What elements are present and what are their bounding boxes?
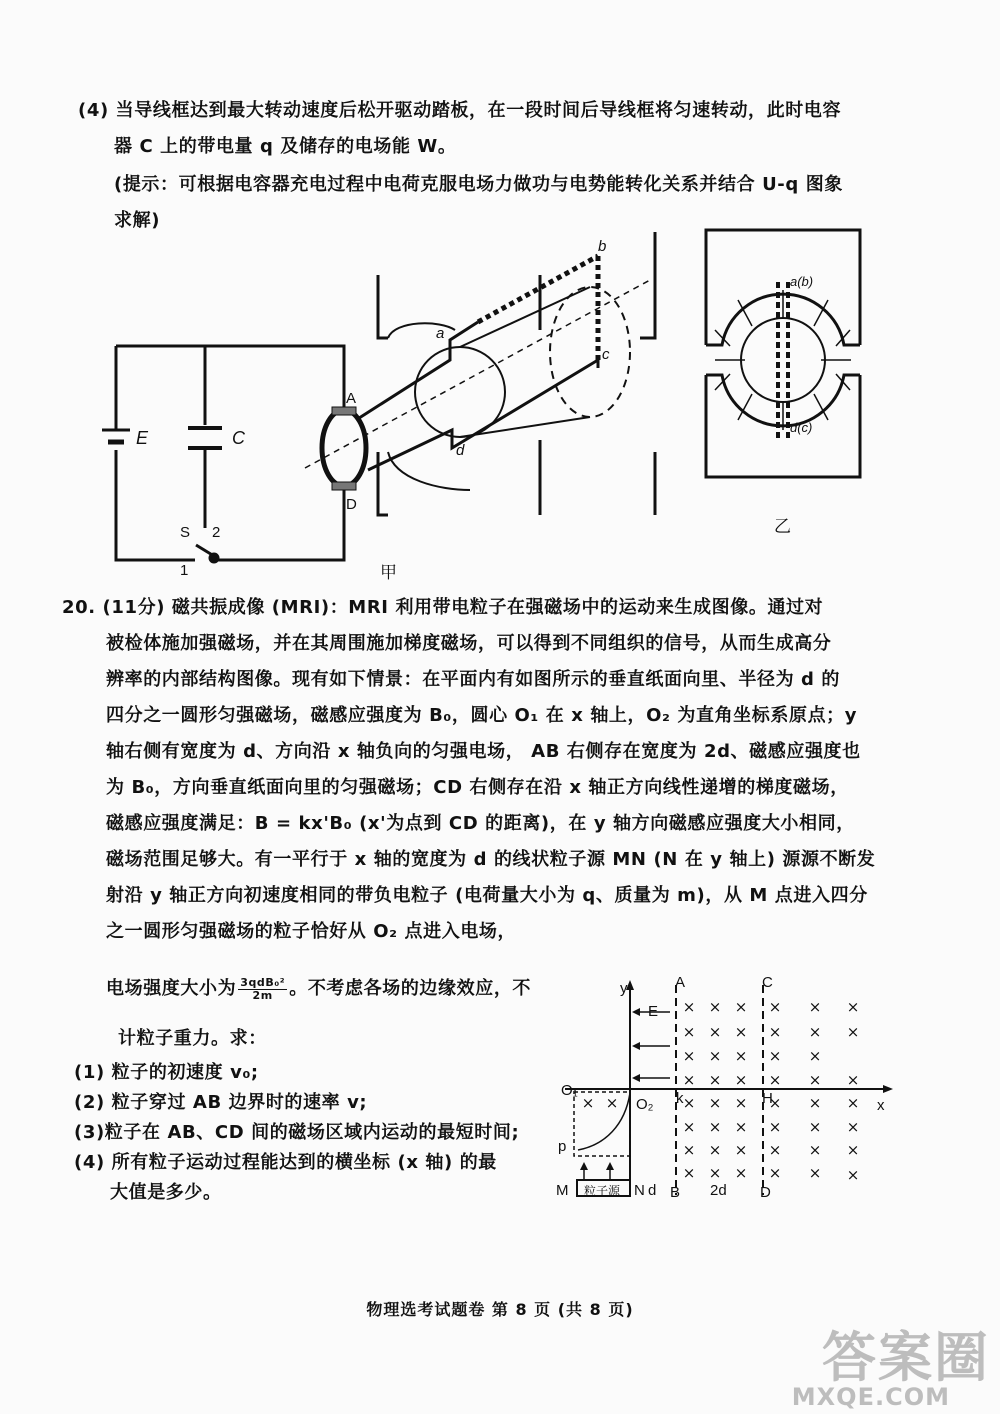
svg-text:×: × bbox=[708, 1023, 722, 1041]
svg-text:×: × bbox=[734, 1023, 748, 1041]
q20-line-4: 四分之一圆形匀强磁场，磁感应强度为 B₀，圆心 O₁ 在 x 轴上，O₂ 为直角坐标系原点；y bbox=[106, 705, 858, 726]
page-footer: 物理选考试题卷 第 8 页 (共 8 页) bbox=[366, 1300, 634, 1319]
q20-gravity-line: 计粒子重力。求： bbox=[118, 1028, 267, 1049]
watermark-brand: 答案圈 bbox=[822, 1326, 990, 1389]
svg-text:×: × bbox=[808, 1118, 822, 1136]
label-particle-source: 粒子源 bbox=[584, 1184, 621, 1198]
svg-text:×: × bbox=[808, 1094, 822, 1112]
q20-question-2: (2) 粒子穿过 AB 边界时的速率 v; bbox=[74, 1092, 368, 1113]
label-D-q20: D bbox=[760, 1184, 771, 1201]
svg-text:×: × bbox=[808, 1047, 822, 1065]
svg-text:×: × bbox=[846, 998, 860, 1016]
svg-text:×: × bbox=[708, 998, 722, 1016]
label-d-q20: d bbox=[648, 1182, 657, 1199]
svg-text:×: × bbox=[708, 1094, 722, 1112]
svg-text:×: × bbox=[846, 1141, 860, 1159]
svg-text:×: × bbox=[708, 1047, 722, 1065]
svg-text:×: × bbox=[846, 1166, 860, 1184]
label-H: H bbox=[762, 1090, 773, 1107]
svg-text:×: × bbox=[682, 1071, 696, 1089]
q20-question-4-cont: 大值是多少。 bbox=[110, 1182, 222, 1203]
caption-yi: 乙 bbox=[774, 517, 791, 536]
svg-text:×: × bbox=[734, 1118, 748, 1136]
label-b: b bbox=[598, 238, 607, 255]
efield-suffix: 。不考虑各场的边缘效应，不 bbox=[289, 978, 532, 999]
label-N: N bbox=[634, 1182, 645, 1199]
q20-line-1: 20. (11分) 磁共振成像 (MRI)：MRI 利用带电粒子在强磁场中的运动来生成图像。通过对 bbox=[62, 597, 824, 618]
svg-text:×: × bbox=[768, 1023, 782, 1041]
svg-text:×: × bbox=[734, 1071, 748, 1089]
label-d-c: d(c) bbox=[790, 420, 813, 435]
q20-line-9: 射沿 y 轴正方向初速度相同的带负电粒子 (电荷量大小为 q、质量为 m)，从 M 点进入四分 bbox=[106, 885, 868, 906]
caption-jia: 甲 bbox=[380, 563, 397, 582]
efield-numerator: 3qdB₀² bbox=[240, 975, 286, 989]
axis-label-x: x bbox=[877, 1097, 885, 1114]
svg-text:×: × bbox=[682, 1023, 696, 1041]
svg-text:×: × bbox=[682, 1141, 696, 1159]
svg-text:×: × bbox=[682, 1118, 696, 1136]
q19-hint-line1: (提示：可根据电容器充电过程中电荷克服电场力做功与电势能转化关系并结合 U-q 图象 bbox=[114, 174, 843, 195]
q20-line-5: 轴右侧有宽度为 d、方向沿 x 轴负向的匀强电场， AB 右侧存在宽度为 2d、磁感应强度也 bbox=[106, 741, 861, 762]
q20-line-6: 为 B₀，方向垂直纸面向里的匀强磁场；CD 右侧存在沿 x 轴正方向线性递增的梯度磁场， bbox=[106, 777, 849, 798]
svg-text:×: × bbox=[682, 1094, 696, 1112]
label-a: a bbox=[436, 325, 445, 342]
label-A: A bbox=[346, 390, 357, 407]
svg-text:×: × bbox=[846, 1071, 860, 1089]
q20-line-2: 被检体施加强磁场，并在其周围施加梯度磁场，可以得到不同组织的信号，从而生成高分 bbox=[106, 633, 832, 654]
q20-line-3: 辨率的内部结构图像。现有如下情景：在平面内有如图所示的垂直纸面向里、半径为 d 的 bbox=[106, 669, 841, 690]
label-k: k bbox=[676, 1090, 684, 1107]
label-O1: O₁ bbox=[561, 1082, 578, 1099]
svg-text:×: × bbox=[768, 1118, 782, 1136]
q19-part4-line1: (4) 当导线框达到最大转动速度后松开驱动踏板，在一段时间后导线框将匀速转动，此时电容 bbox=[78, 100, 842, 121]
watermark-site: MXQE.COM bbox=[791, 1383, 950, 1411]
svg-text:×: × bbox=[768, 1164, 782, 1182]
svg-text:×: × bbox=[734, 998, 748, 1016]
watermark bbox=[791, 1315, 990, 1411]
svg-text:×: × bbox=[808, 1141, 822, 1159]
label-B-q20: B bbox=[670, 1184, 681, 1201]
label-2: 2 bbox=[212, 524, 221, 541]
efield-prefix: 电场强度大小为 bbox=[106, 978, 237, 999]
efield-denominator: 2m bbox=[252, 988, 273, 1002]
svg-text:×: × bbox=[734, 1047, 748, 1065]
svg-text:×: × bbox=[581, 1094, 595, 1112]
svg-text:×: × bbox=[682, 998, 696, 1016]
label-D: D bbox=[346, 496, 357, 513]
svg-text:×: × bbox=[808, 1023, 822, 1041]
svg-text:×: × bbox=[708, 1164, 722, 1182]
svg-text:×: × bbox=[768, 1094, 782, 1112]
svg-text:×: × bbox=[682, 1047, 696, 1065]
q20-question-1: (1) 粒子的初速度 v₀; bbox=[74, 1062, 259, 1083]
q20-line-7: 磁感应强度满足：B = kx'B₀ (x'为点到 CD 的距离)，在 y 轴方向磁感应强度大小相同， bbox=[106, 813, 855, 834]
svg-text:×: × bbox=[846, 1118, 860, 1136]
svg-text:×: × bbox=[708, 1141, 722, 1159]
label-E: E bbox=[136, 428, 149, 448]
q19-part4-line2: 器 C 上的带电量 q 及储存的电场能 W。 bbox=[114, 136, 457, 157]
axis-label-y: y bbox=[620, 980, 628, 997]
svg-text:×: × bbox=[846, 1094, 860, 1112]
label-P: p bbox=[558, 1138, 567, 1155]
label-c: c bbox=[602, 346, 610, 363]
svg-text:×: × bbox=[708, 1118, 722, 1136]
svg-text:×: × bbox=[768, 998, 782, 1016]
svg-text:×: × bbox=[846, 1023, 860, 1041]
label-S: S bbox=[180, 524, 191, 541]
label-M: M bbox=[556, 1182, 569, 1199]
svg-text:×: × bbox=[708, 1071, 722, 1089]
svg-text:×: × bbox=[734, 1141, 748, 1159]
svg-text:×: × bbox=[808, 1071, 822, 1089]
svg-text:×: × bbox=[734, 1164, 748, 1182]
q20-line-8: 磁场范围足够大。有一平行于 x 轴的宽度为 d 的线状粒子源 MN (N 在 y 轴上) 源源不断发 bbox=[106, 849, 876, 870]
svg-text:×: × bbox=[808, 998, 822, 1016]
label-O2: O₂ bbox=[636, 1096, 654, 1113]
q19-hint-line2: 求解) bbox=[114, 210, 161, 231]
svg-text:×: × bbox=[605, 1094, 619, 1112]
svg-text:×: × bbox=[808, 1164, 822, 1182]
svg-text:×: × bbox=[768, 1047, 782, 1065]
q20-question-4: (4) 所有粒子运动过程能达到的横坐标 (x 轴) 的最 bbox=[74, 1152, 497, 1173]
label-C: C bbox=[232, 428, 245, 448]
svg-text:×: × bbox=[734, 1094, 748, 1112]
label-A-q20: A bbox=[675, 974, 686, 991]
svg-text:×: × bbox=[768, 1141, 782, 1159]
svg-text:×: × bbox=[682, 1164, 696, 1182]
svg-text:×: × bbox=[768, 1071, 782, 1089]
label-d: d bbox=[456, 442, 465, 459]
label-2d: 2d bbox=[710, 1182, 727, 1199]
q20-question-3: (3)粒子在 AB、CD 间的磁场区域内运动的最短时间; bbox=[74, 1122, 520, 1143]
label-E-q20: E bbox=[648, 1003, 659, 1020]
label-1: 1 bbox=[180, 562, 189, 579]
q20-line-10: 之一圆形匀强磁场的粒子恰好从 O₂ 点进入电场， bbox=[106, 921, 517, 942]
label-C-q20: C bbox=[762, 974, 773, 991]
label-a-b: a(b) bbox=[790, 274, 814, 289]
